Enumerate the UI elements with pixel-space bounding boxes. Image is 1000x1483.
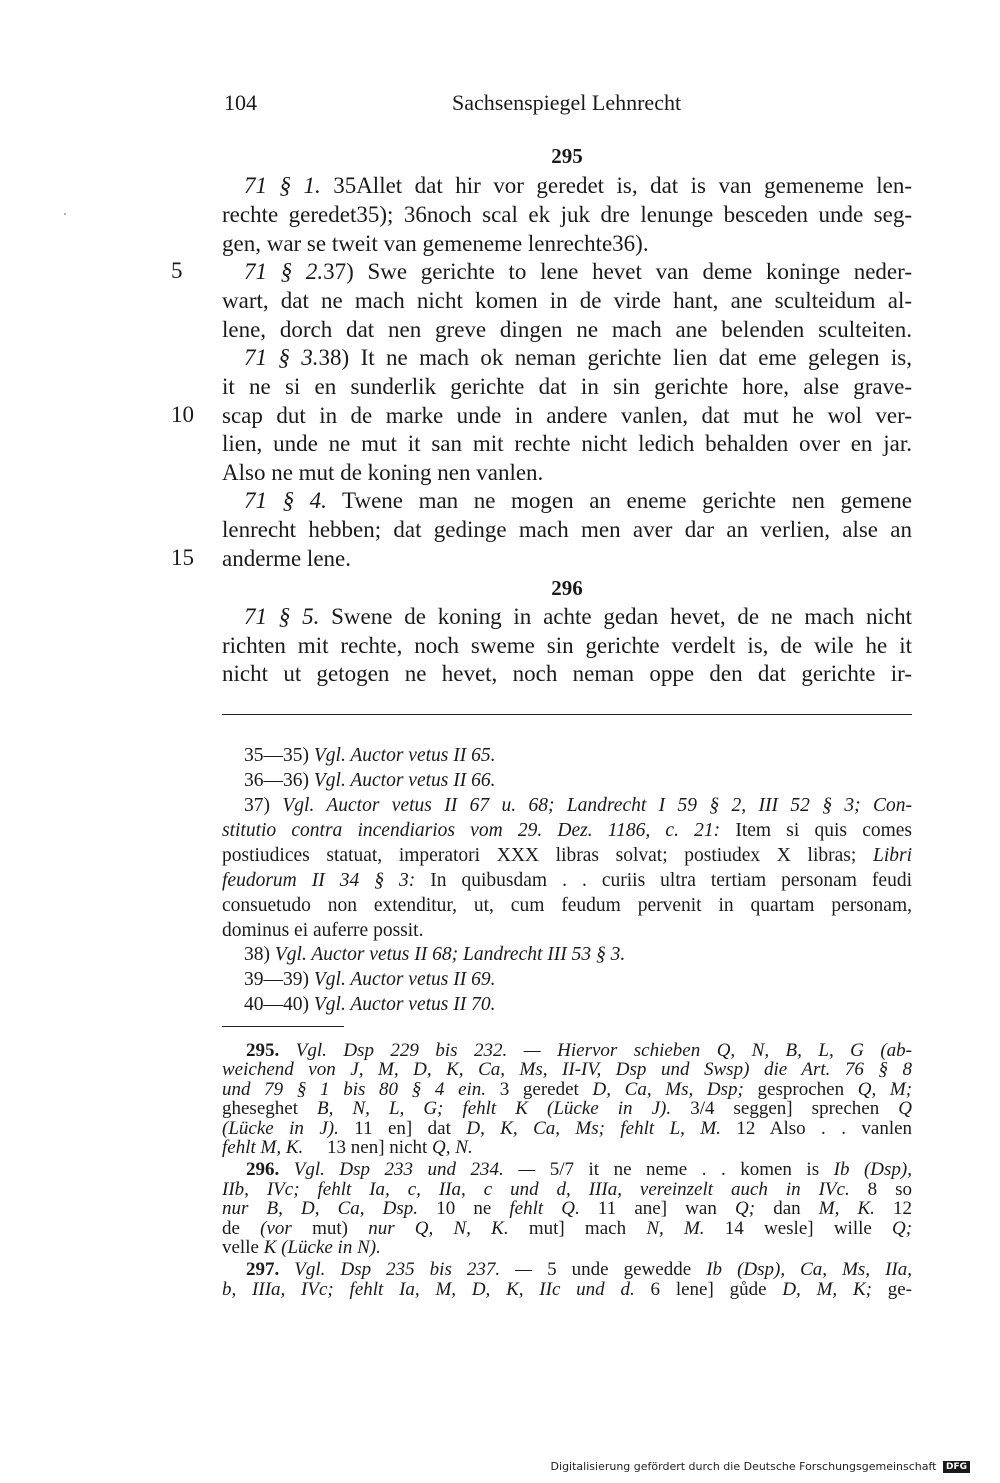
apparatus-text: (Lücke in J). xyxy=(222,1118,339,1139)
text-span: 38) It ne mach ok neman gerichte lien dat eme gelegen is, xyxy=(318,345,912,370)
line-number-10: 10 xyxy=(171,402,194,427)
text-line-12 xyxy=(222,487,912,516)
apparatus-296-line-4 xyxy=(222,1219,912,1239)
apparatus-295-line-1 xyxy=(222,1041,912,1061)
apparatus-text: 14 wesle] wille xyxy=(724,1218,872,1239)
footnote-40 xyxy=(222,994,912,1016)
apparatus-text: N, M. xyxy=(646,1218,705,1239)
text-line-13: lenrecht hebben; dat gedinge mach men aver dar an verlien, alse an xyxy=(222,517,912,542)
apparatus-text: Ib (Dsp), Ca, Ms, IIa, xyxy=(706,1259,913,1280)
apparatus-text: b, IIIa, IVc; fehlt Ia, M, D, K, IIc und d. xyxy=(222,1279,635,1300)
apparatus-text: 11 en] dat xyxy=(354,1118,451,1139)
footnote-mark: 37) xyxy=(244,795,270,816)
footnote-37-line-4 xyxy=(222,870,912,892)
apparatus-text: Vgl. Dsp 235 bis 237. — xyxy=(294,1259,533,1280)
footnote-separator xyxy=(222,714,912,715)
footnote-text: Vgl. Auctor vetus II 66. xyxy=(313,770,496,791)
apparatus-295-line-2 xyxy=(222,1060,912,1080)
footnote-mark: 36—36) xyxy=(244,770,309,791)
article-ref: 71 § 2. xyxy=(244,259,324,284)
text-line-10: lien, unde ne mut it san mit rechte nicht ledich behalden over en jar. xyxy=(222,431,912,456)
page-number: 104 xyxy=(224,90,257,115)
article-ref: 71 § 1. xyxy=(244,173,321,198)
apparatus-text: mut] mach xyxy=(528,1218,627,1239)
apparatus-296-line-3 xyxy=(222,1199,912,1219)
footnote-text: In quibusdam . . curiis ultra tertiam personam feudi xyxy=(430,870,912,891)
apparatus-text: 10 ne xyxy=(436,1198,492,1219)
article-ref: 71 § 5. xyxy=(244,604,320,629)
apparatus-text: weichend von J, M, D, K, Ca, Ms, II-IV, Dsp und Swsp) die Art. 76 § 8 xyxy=(222,1059,912,1080)
footnote-text: feudorum II 34 § 3: xyxy=(222,870,416,891)
apparatus-text: 11 ane] wan xyxy=(597,1198,717,1219)
article-ref: 71 § 3. xyxy=(244,345,319,370)
apparatus-text: nur B, D, Ca, Dsp. xyxy=(222,1198,419,1219)
apparatus-text: Q, M; xyxy=(857,1079,913,1100)
apparatus-text: 12 Also . . vanlen xyxy=(736,1118,913,1139)
text-span: 37) Swe gerichte to lene hevet van deme koninge neder- xyxy=(323,259,913,284)
credit-text: Digitalisierung gefördert durch die Deutsche Forschungsgemeinschaft xyxy=(550,1460,937,1473)
scan-speck xyxy=(64,213,66,215)
footnote-37-line-2 xyxy=(222,820,912,842)
running-title: Sachsenspiegel Lehnrecht xyxy=(452,90,682,115)
apparatus-text: D, K, Ca, Ms; fehlt L, M. xyxy=(466,1118,721,1139)
footnote-39 xyxy=(222,969,912,991)
apparatus-number: 296. xyxy=(246,1159,280,1180)
text-line-11: Also ne mut de koning nen vanlen. xyxy=(222,460,544,485)
apparatus-text: Ib (Dsp), xyxy=(833,1159,912,1180)
text-line-15 xyxy=(222,603,912,632)
footnote-mark: 39—39) xyxy=(244,969,309,990)
text-line-8: it ne si en sunderlik gerichte dat in sin gerichte hore, alse grave- xyxy=(222,374,912,399)
apparatus-text: 12 xyxy=(893,1198,913,1219)
apparatus-text: Vgl. Dsp 233 und 234. — xyxy=(293,1159,536,1180)
apparatus-text: 13 nen] nicht xyxy=(327,1137,428,1158)
footnote-text: postiudices statuat, imperatori XXX libras solvat; postiudex X libras; xyxy=(222,845,857,866)
apparatus-297-line-2 xyxy=(222,1280,912,1300)
apparatus-text: IIb, IVc; fehlt Ia, c, IIa, c und d, IIIa, vereinzelt auch in IVc. xyxy=(222,1179,850,1200)
apparatus-296-line-1 xyxy=(222,1160,912,1180)
footnote-text: Vgl. Auctor vetus II 68; Landrecht III 53 § 3. xyxy=(274,944,626,965)
apparatus-separator xyxy=(222,1026,344,1027)
apparatus-number: 297. xyxy=(246,1259,280,1280)
apparatus-text: Vgl. Dsp 229 bis 232. — Hiervor schieben Q, N, B, L, G (ab- xyxy=(295,1040,913,1061)
footnote-mark: 38) xyxy=(244,944,270,965)
apparatus-text: ge- xyxy=(887,1279,913,1300)
apparatus-text: 5/7 it ne neme . . komen is xyxy=(549,1159,820,1180)
footnote-36 xyxy=(222,770,912,792)
footnote-37-line-3 xyxy=(222,845,912,867)
footnote-text: Libri xyxy=(872,845,912,866)
apparatus-295-line-4 xyxy=(222,1099,912,1119)
apparatus-text: mut) xyxy=(312,1218,348,1239)
apparatus-295-line-5 xyxy=(222,1119,912,1139)
footnote-text: Vgl. Auctor vetus II 70. xyxy=(313,994,496,1015)
text-line-3: gen, war se tweit van gemeneme lenrechte36). xyxy=(222,231,649,256)
apparatus-text: gesprochen xyxy=(757,1079,845,1100)
footnote-text: Vgl. Auctor vetus II 67 u. 68; Landrecht I 59 § 2, III 52 § 3; Con- xyxy=(282,795,912,816)
line-number-15: 15 xyxy=(171,545,194,570)
apparatus-text: de xyxy=(222,1218,240,1239)
footnote-text: stitutio contra incendiarios vom 29. Dez. 1186, c. 21: xyxy=(222,820,721,841)
footnote-text: Item si quis comes xyxy=(735,820,913,841)
footnote-37-line-6: dominus ei auferre possit. xyxy=(222,920,424,941)
text-line-6: lene, dorch dat nen greve dingen ne mach ane belenden sculteiten. xyxy=(222,317,912,342)
section-number-295: 295 xyxy=(551,144,583,168)
apparatus-text: Q; xyxy=(892,1218,913,1239)
footnote-mark: 40—40) xyxy=(244,994,309,1015)
apparatus-text: D, M, K; xyxy=(782,1279,872,1300)
apparatus-text: D, Ca, Ms, Dsp; xyxy=(592,1079,744,1100)
footnote-38 xyxy=(222,944,912,966)
apparatus-text: velle xyxy=(222,1237,259,1258)
text-line-1 xyxy=(222,172,912,201)
apparatus-296-line-5 xyxy=(222,1238,912,1258)
apparatus-text: 8 so xyxy=(867,1179,912,1200)
apparatus-text: und 79 § 1 bis 80 § 4 ein. xyxy=(222,1079,487,1100)
footnote-37-line-5: consuetudo non extenditur, ut, cum feudum pervenit in quartam personam, xyxy=(222,895,912,916)
apparatus-text: B, N, L, G; fehlt K (Lücke in J). xyxy=(317,1098,672,1119)
apparatus-text: fehlt Q. xyxy=(509,1198,580,1219)
text-line-16: richten mit rechte, noch sweme sin gerichte verdelt is, de wile he it xyxy=(222,633,912,658)
digitization-credit xyxy=(551,1460,970,1473)
apparatus-text: nur Q, N, K. xyxy=(368,1218,509,1239)
apparatus-text: 5 unde gewedde xyxy=(547,1259,692,1280)
text-span: Twene man ne mogen an eneme gerichte nen gemene xyxy=(342,488,912,513)
article-ref: 71 § 4. xyxy=(244,488,327,513)
apparatus-text: 3 geredet xyxy=(499,1079,579,1100)
apparatus-text: dan xyxy=(773,1198,801,1219)
apparatus-text: Q, N. xyxy=(432,1137,473,1158)
apparatus-text: (vor xyxy=(260,1218,292,1239)
text-span: 35Allet dat hir vor geredet is, dat is van gemeneme len- xyxy=(333,173,913,198)
footnote-mark: 35—35) xyxy=(244,745,309,766)
footnote-text: Vgl. Auctor vetus II 69. xyxy=(313,969,496,990)
text-line-7 xyxy=(222,344,912,373)
apparatus-text: 3/4 seggen] sprechen xyxy=(690,1098,880,1119)
apparatus-text: 6 lene] gůde xyxy=(650,1279,767,1300)
text-line-5: wart, dat ne mach nicht komen in de virde hant, ane sculteidum al- xyxy=(222,288,912,313)
apparatus-295-line-6 xyxy=(222,1138,912,1158)
apparatus-text: Q; xyxy=(734,1198,756,1219)
text-line-2: rechte geredet35); 36noch scal ek juk dre lenunge besceden unde seg- xyxy=(222,202,912,227)
dfg-logo: DFG xyxy=(943,1461,970,1473)
apparatus-text: M, K. xyxy=(818,1198,875,1219)
text-line-4 xyxy=(222,258,912,287)
text-line-9: scap dut in de marke unde in andere vanlen, dat mut he wol ver- xyxy=(222,403,912,428)
text-span: Swene de koning in achte gedan hevet, de ne mach nicht xyxy=(331,604,913,629)
section-number-296: 296 xyxy=(551,576,583,600)
apparatus-296-line-2 xyxy=(222,1180,912,1200)
apparatus-297-line-1 xyxy=(222,1260,912,1280)
footnote-text: Vgl. Auctor vetus II 65. xyxy=(313,745,496,766)
text-line-14: anderme lene. xyxy=(222,546,351,571)
apparatus-text: gheseghet xyxy=(222,1098,298,1119)
text-line-17: nicht ut getogen ne hevet, noch neman oppe den dat gerichte ir- xyxy=(222,661,912,686)
apparatus-number: 295. xyxy=(246,1040,280,1061)
apparatus-text: Q xyxy=(898,1098,912,1119)
apparatus-295-line-3 xyxy=(222,1080,912,1100)
line-number-5: 5 xyxy=(171,258,183,283)
footnote-37 xyxy=(222,795,912,817)
apparatus-text: K (Lücke in N). xyxy=(263,1237,381,1258)
footnote-35 xyxy=(222,745,912,767)
apparatus-text: fehlt M, K. xyxy=(222,1137,304,1158)
